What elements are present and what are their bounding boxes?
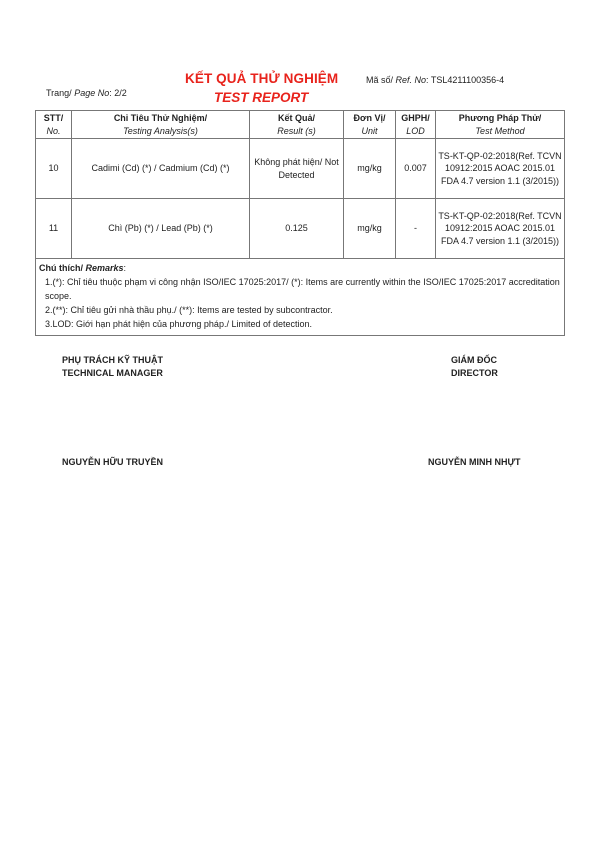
- column-header-analysis: Chỉ Tiêu Thử Nghiệm/ Testing Analysis(s): [72, 111, 250, 139]
- results-table: [35, 110, 565, 336]
- director-role-en: DIRECTOR: [451, 368, 498, 378]
- ref-label-vi: Mã số/: [366, 75, 394, 85]
- remark-line-2: 2.(**): Chỉ tiêu gửi nhà thầu phụ./ (**): Items are tested by subcontractor.: [45, 305, 333, 315]
- column-header-lod: GHPH/ LOD: [396, 111, 436, 139]
- page-label-en: Page No: [74, 88, 110, 98]
- cell-unit: mg/kg: [344, 139, 396, 199]
- cell-result: Không phát hiện/ Not Detected: [250, 139, 344, 199]
- technical-manager-role-vi: PHỤ TRÁCH KỸ THUẬT: [62, 355, 163, 365]
- cell-method: TS-KT-QP-02:2018(Ref. TCVN 10912:2015 AOAC 2015.01 FDA 4.7 version 1.1 (3/2015)): [436, 199, 565, 259]
- director-name: NGUYỄN MINH NHỰT: [428, 457, 521, 467]
- remark-line-3: 3.LOD: Giới hạn phát hiện của phương pháp./ Limited of detection.: [45, 319, 312, 329]
- column-header-unit: Đơn Vị/ Unit: [344, 111, 396, 139]
- remarks-title: Chú thích/ Remarks:: [39, 263, 127, 273]
- technical-manager-role-en: TECHNICAL MANAGER: [62, 368, 163, 378]
- director-role-vi: GIÁM ĐỐC: [451, 355, 497, 365]
- page-number: [46, 88, 127, 98]
- cell-analysis: Chì (Pb) (*) / Lead (Pb) (*): [72, 199, 250, 259]
- cell-result: 0.125: [250, 199, 344, 259]
- page-label-vi: Trang/: [46, 88, 72, 98]
- column-header-method: Phương Pháp Thử/ Test Method: [436, 111, 565, 139]
- ref-value: : TSL4211100356-4: [426, 75, 505, 85]
- technical-manager-role: [62, 354, 163, 380]
- cell-no: 10: [36, 139, 72, 199]
- report-title-en: TEST REPORT: [214, 90, 309, 105]
- table-row: [36, 199, 565, 259]
- cell-lod: -: [396, 199, 436, 259]
- column-header-result: Kết Quả/ Result (s): [250, 111, 344, 139]
- table-header-row: [36, 111, 565, 139]
- page-value: : 2/2: [109, 88, 127, 98]
- director-role: [451, 354, 498, 380]
- technical-manager-name: NGUYỄN HỮU TRUYỀN: [62, 457, 163, 467]
- cell-analysis: Cadimi (Cd) (*) / Cadmium (Cd) (*): [72, 139, 250, 199]
- remarks-cell: [36, 259, 565, 336]
- cell-method: TS-KT-QP-02:2018(Ref. TCVN 10912:2015 AOAC 2015.01 FDA 4.7 version 1.1 (3/2015)): [436, 139, 565, 199]
- reference-number: [366, 75, 504, 85]
- cell-lod: 0.007: [396, 139, 436, 199]
- ref-label-en: Ref. No: [395, 75, 427, 85]
- column-header-no: STT/ No.: [36, 111, 72, 139]
- table-row: [36, 139, 565, 199]
- report-title-vi: KẾT QUẢ THỬ NGHIỆM: [185, 71, 339, 86]
- cell-unit: mg/kg: [344, 199, 396, 259]
- remarks-row: [36, 259, 565, 336]
- remark-line-1: 1.(*): Chỉ tiêu thuộc phạm vi công nhận ISO/IEC 17025:2017/ (*): Items are currently within the ISO/IEC 17025:2017 accreditation scope.: [45, 277, 560, 301]
- cell-no: 11: [36, 199, 72, 259]
